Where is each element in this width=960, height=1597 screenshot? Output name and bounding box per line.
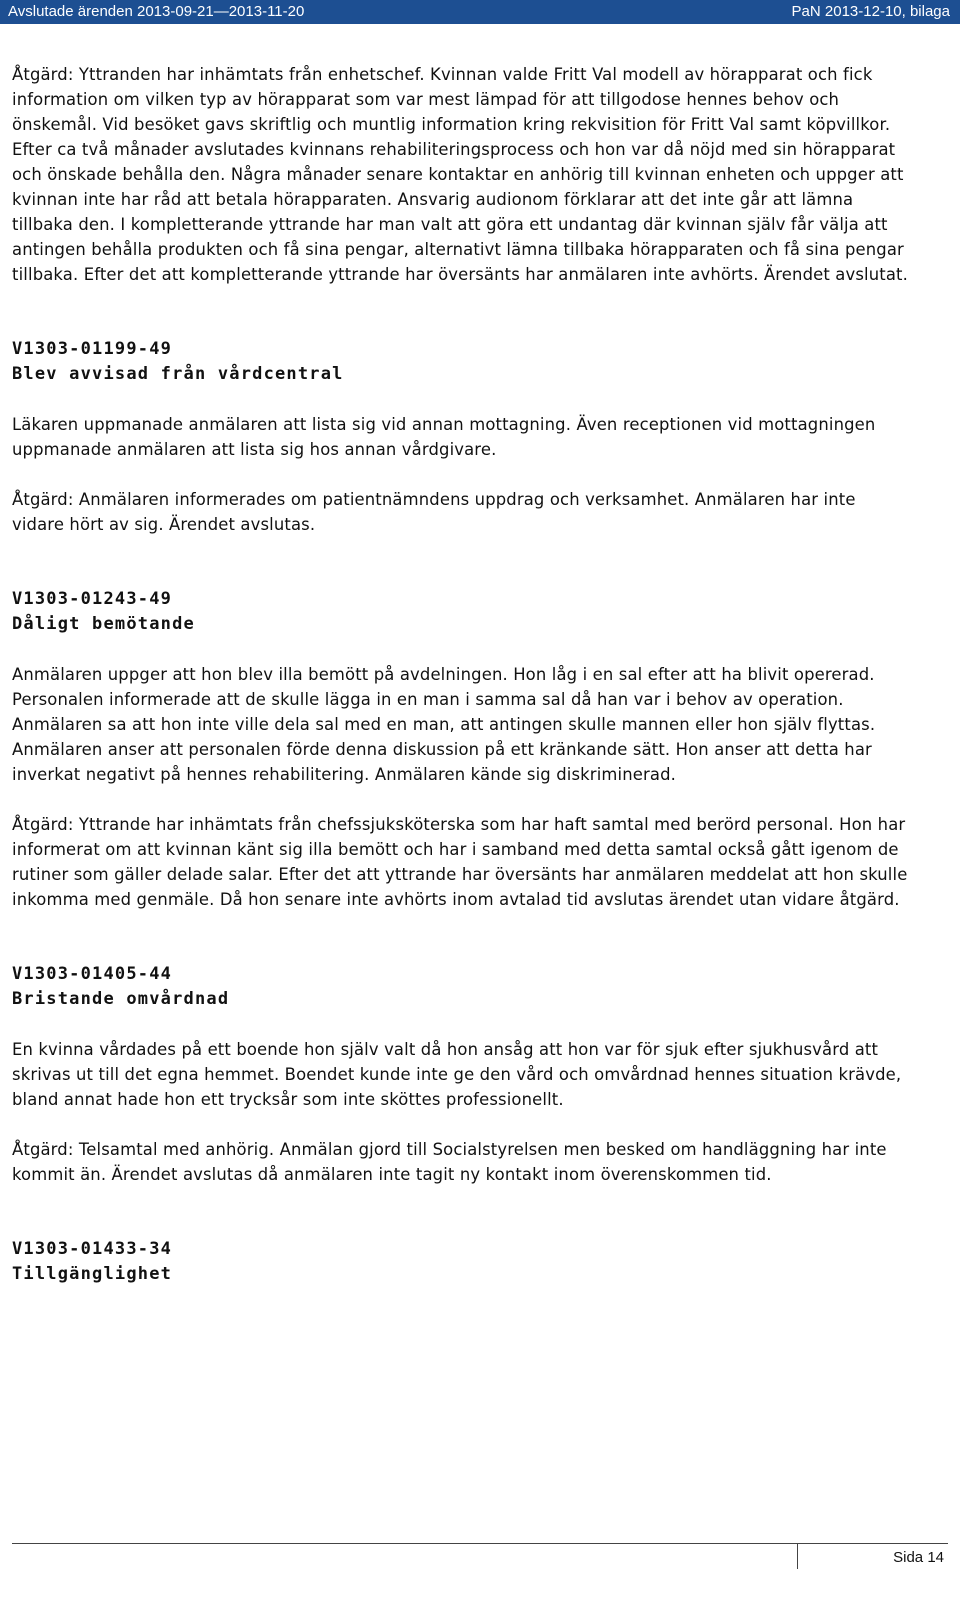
case-block	[12, 337, 912, 537]
case-block	[12, 1237, 912, 1287]
page-header	[0, 0, 960, 24]
page-number: Sida 14	[893, 1549, 944, 1566]
intro-paragraph: Åtgärd: Yttranden har inhämtats från enhetschef. Kvinnan valde Fritt Val modell av hörapparat och fick information om vilken typ av hörapparat som var mest lämpad för att tillgodose hennes behov och önskemål. Vid besöket gavs skriftlig och muntlig information kring rekvisition för Fritt Val samt köpvillkor. Efter ca två månader avslutades kvinnans rehabiliteringsprocess och hon var då nöjd med sin hörapparat och önskade behålla den. Några månader senare kontaktar en anhörig till kvinnan enheten och uppger att kvinnan inte har råd att betala hörapparaten. Ansvarig audionom förklarar att det inte går att lämna tillbaka den. I kompletterande yttrande har man valt att göra ett undantag där kvinnan själv får välja att antingen behålla produkten och få sina pengar, alternativt lämna tillbaka hörapparaten och få sina pengar tillbaka. Efter det att kompletterande yttrande har översänts har anmälaren inte avhörts. Ärendet avslutat.	[12, 65, 908, 284]
case-title: Blev avvisad från vårdcentral	[12, 364, 344, 384]
case-title: Tillgänglighet	[12, 1264, 173, 1284]
case-action: Åtgärd: Telsamtal med anhörig. Anmälan gjord till Socialstyrelsen men besked om handläggning har inte kommit än. Ärendet avslutas då anmälaren inte tagit ny kontakt inom överenskommen tid.	[12, 1140, 887, 1184]
case-description: Anmälaren uppger att hon blev illa bemött på avdelningen. Hon låg i en sal efter att ha blivit opererad. Personalen informerade att de skulle lägga in en man i samma sal då han var i behov av operation. Anmälaren sa att hon inte ville dela sal med en man, att antingen skulle mannen eller hon själv flyttas. Anmälaren anser att personalen förde denna diskussion på ett kränkande sätt. Hon anser att detta har inverkat negativt på hennes rehabilitering. Anmälaren kände sig diskriminerad.	[12, 665, 876, 784]
case-id: V1303-01433-34	[12, 1239, 173, 1259]
case-description: Läkaren uppmanade anmälaren att lista sig vid annan mottagning. Även receptionen vid mottagningen uppmanade anmälaren att lista sig hos annan vårdgivare.	[12, 415, 876, 459]
header-title: Avslutade ärenden 2013-09-21—2013-11-20	[8, 3, 305, 20]
case-id: V1303-01199-49	[12, 339, 173, 359]
case-description: En kvinna vårdades på ett boende hon själv valt då hon ansåg att hon var för sjuk efter sjukhusvård att skrivas ut till det egna hemmet. Boendet kunde inte ge den vård och omvårdnad hennes situation krävde, bland annat hade hon ett trycksår som inte sköttes professionellt.	[12, 1040, 902, 1109]
case-block	[12, 962, 912, 1187]
header-reference: PaN 2013-12-10, bilaga	[791, 3, 950, 20]
case-action: Åtgärd: Yttrande har inhämtats från chefssjuksköterska som har haft samtal med berörd personal. Hon har informerat om att kvinnan känt sig illa bemött och har i samband med detta samtal också gått igenom de rutiner som gäller delade salar. Efter det att yttrande har översänts har anmälaren meddelat att hon skulle inkomma med genmäle. Då hon senare inte avhörts inom avtalad tid avslutas ärendet utan vidare åtgärd.	[12, 815, 908, 909]
case-block	[12, 587, 912, 912]
case-title: Dåligt bemötande	[12, 614, 195, 634]
case-title: Bristande omvårdnad	[12, 989, 230, 1009]
case-id: V1303-01243-49	[12, 589, 173, 609]
document-body	[12, 62, 912, 1287]
case-id: V1303-01405-44	[12, 964, 173, 984]
case-action: Åtgärd: Anmälaren informerades om patientnämndens uppdrag och verksamhet. Anmälaren har inte vidare hört av sig. Ärendet avslutas.	[12, 490, 856, 534]
